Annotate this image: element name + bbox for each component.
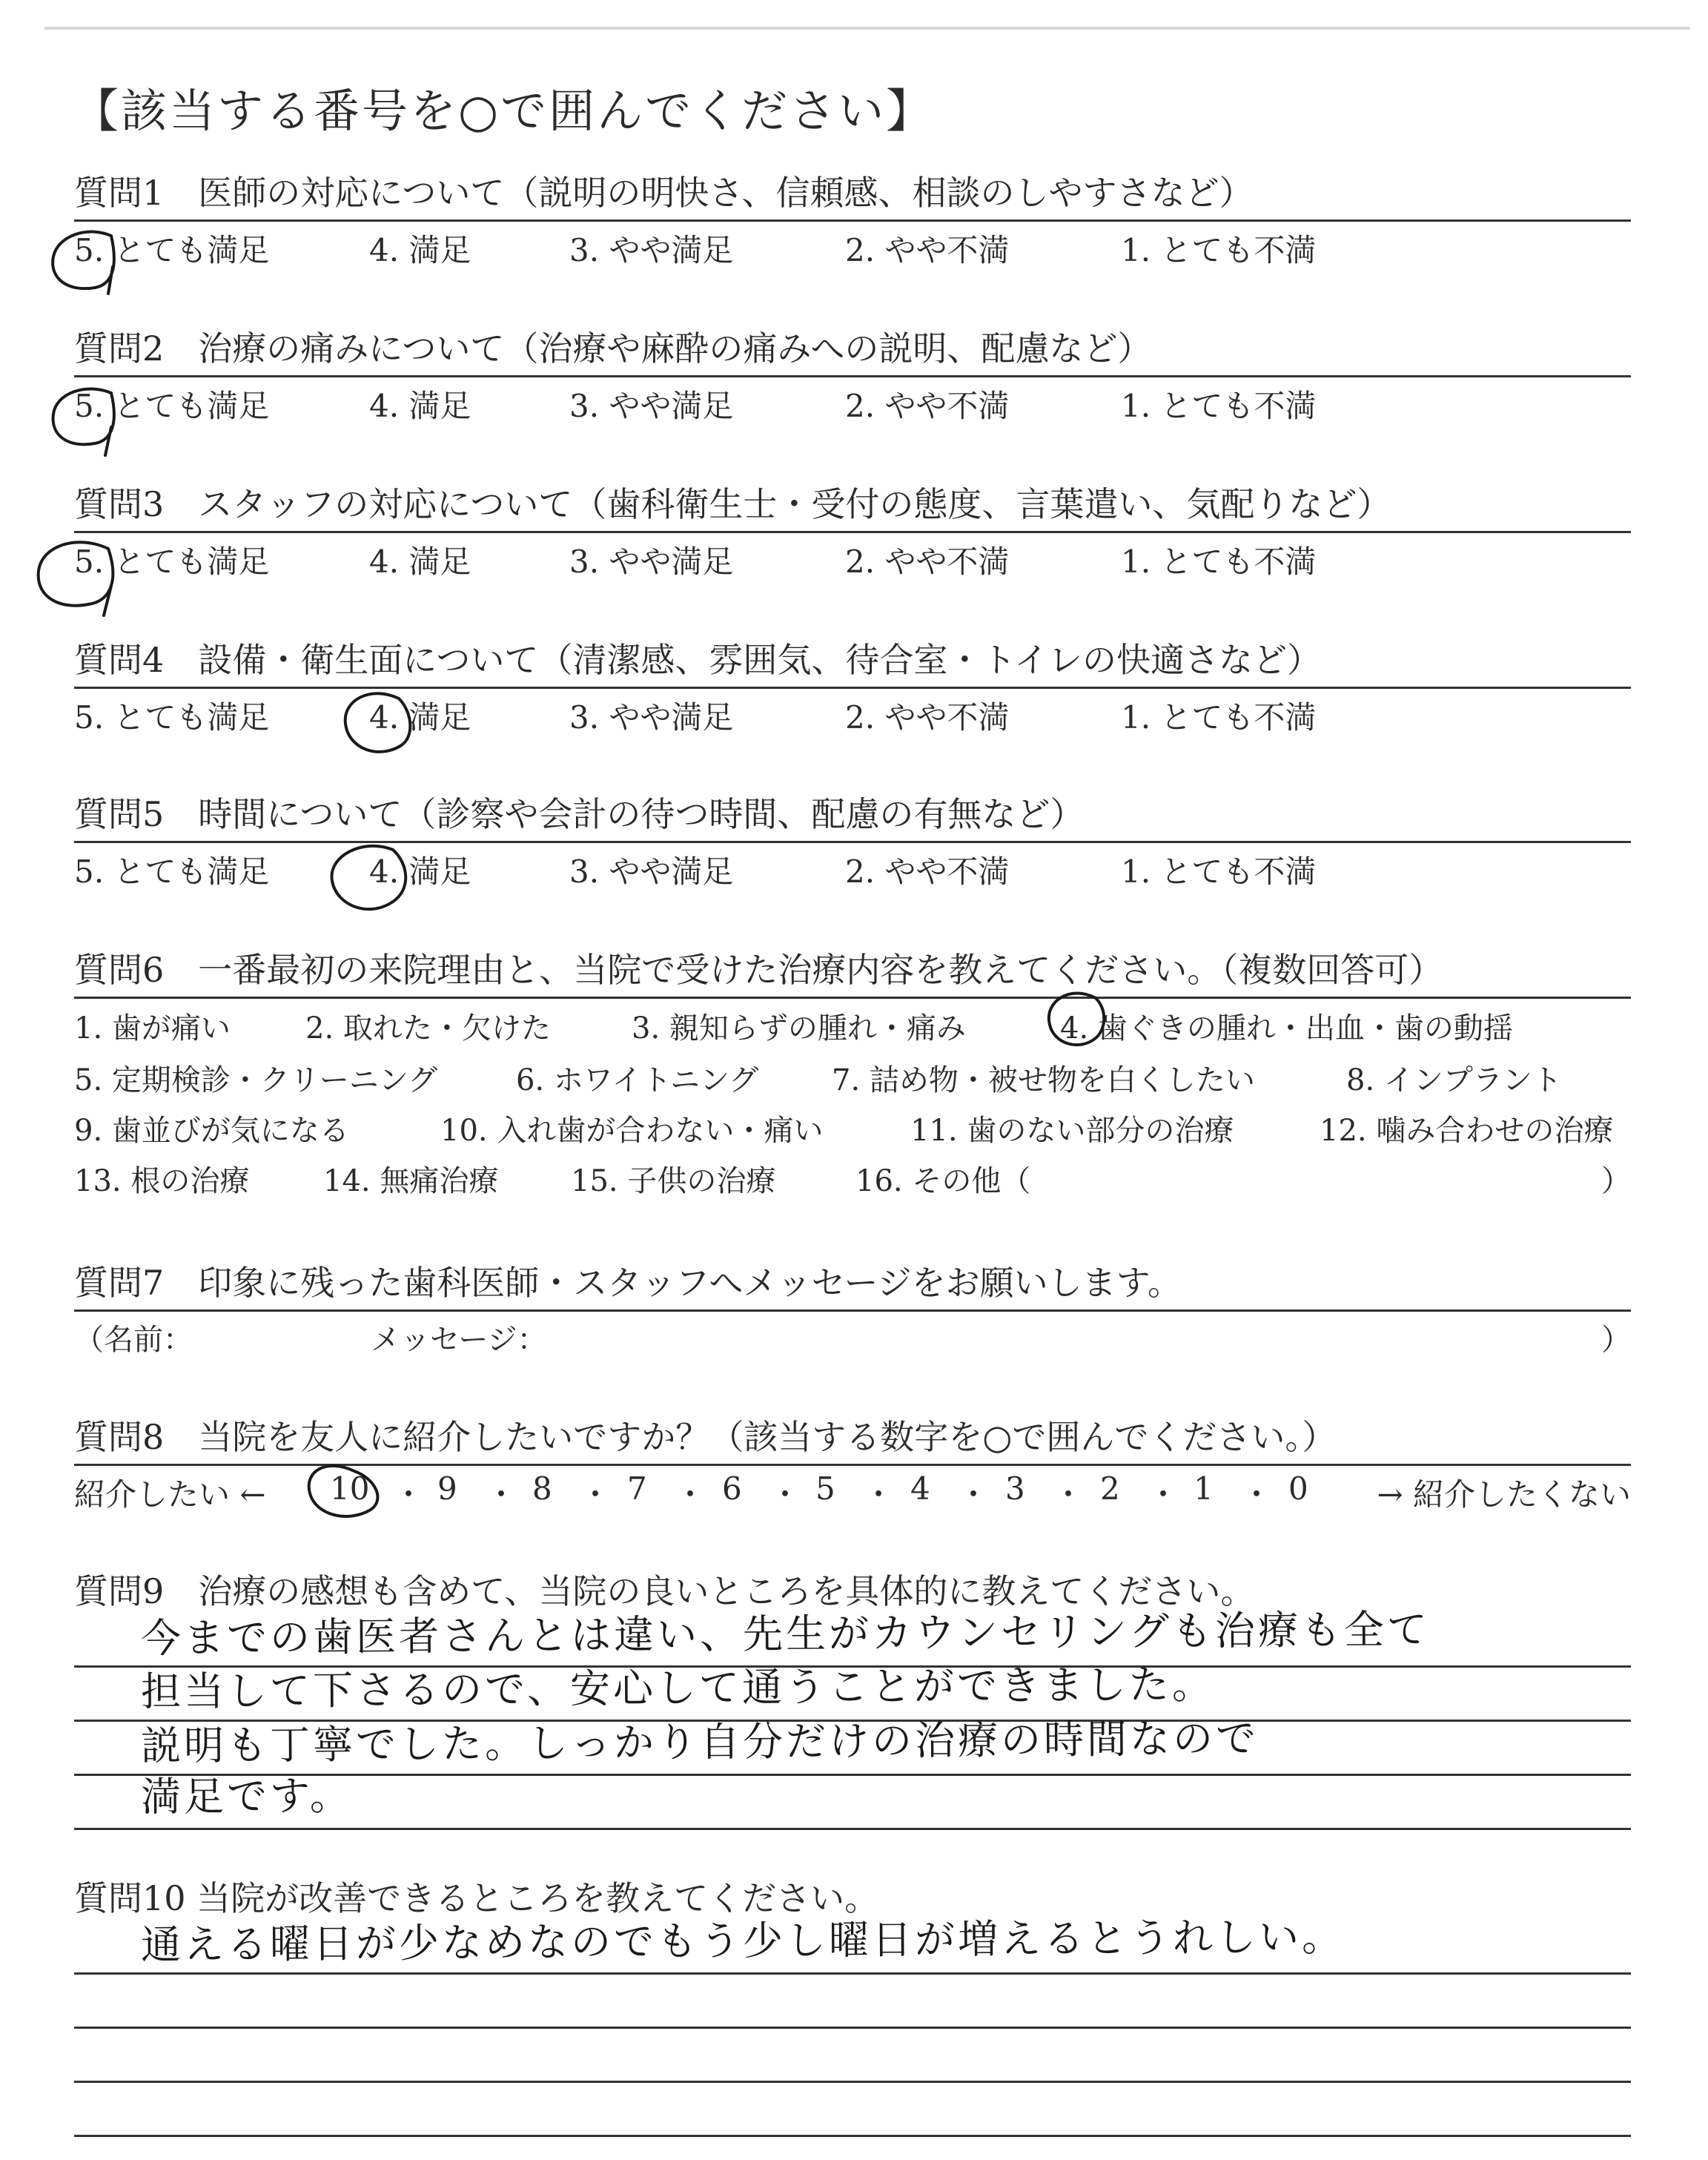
name-field-label: （名前：: [74, 1323, 193, 1357]
answer-line[interactable]: [74, 1975, 1631, 2029]
scale-6[interactable]: 6: [722, 1470, 742, 1507]
question-1: [74, 171, 1631, 269]
message-row: [74, 1312, 1631, 1359]
question-7-label: 質問7 印象に残った歯科医師・スタッフへメッセージをお願いします。: [74, 1263, 1182, 1303]
rating-option-1[interactable]: 1. とても不満: [1121, 388, 1317, 424]
scale-10[interactable]: 10: [330, 1470, 370, 1507]
reason-option-11[interactable]: 11. 歯のない部分の治療: [910, 1114, 1234, 1148]
question-10-label: 質問10 当院が改善できるところを教えてください。: [74, 1878, 879, 1918]
reason-option-15[interactable]: 15. 子供の治療: [571, 1164, 776, 1198]
scale-4[interactable]: 4: [910, 1470, 930, 1507]
answer-lines: [74, 1913, 1631, 2137]
recommend-right-label: → 紹介したくない: [1377, 1476, 1631, 1513]
rating-option-5[interactable]: 5. とても満足: [74, 853, 270, 890]
question-5: [74, 792, 1631, 891]
reason-option-8[interactable]: 8. インプラント: [1346, 1063, 1562, 1097]
scale-2[interactable]: 2: [1100, 1470, 1120, 1507]
rating-option-1[interactable]: 1. とても不満: [1121, 699, 1317, 736]
handwritten-answer: 今までの歯医者さんとは違い、先生がカウンセリングも治療も全て: [140, 1605, 1431, 1662]
scale-separator: ・: [958, 1476, 990, 1513]
message-field-label: メッセージ：: [371, 1323, 547, 1357]
scale-separator: ・: [1148, 1476, 1179, 1513]
scale-1[interactable]: 1: [1194, 1470, 1214, 1507]
reason-option-16[interactable]: 16. その他（: [855, 1164, 1031, 1198]
question-4-label: 質問4 設備・衛生面について（清潔感、雰囲気、待合室・トイレの快適さなど）: [74, 640, 1322, 680]
rating-option-5[interactable]: 5. とても満足: [74, 544, 270, 580]
page-title: 【該当する番号を○で囲んでください】: [73, 84, 935, 138]
rating-option-2[interactable]: 2. やや不満: [845, 544, 1010, 580]
scale-5[interactable]: 5: [815, 1470, 835, 1507]
handwritten-answer: 通える曜日が少なめなのでもう少し曜日が増えるとうれしい。: [140, 1913, 1345, 1969]
question-6: [74, 948, 1631, 1221]
rating-option-4[interactable]: 4. 満足: [369, 544, 471, 580]
rating-options: [74, 377, 1631, 425]
reason-option-12[interactable]: 12. 噛み合わせの治療: [1320, 1114, 1614, 1148]
reason-option-14[interactable]: 14. 無痛治療: [323, 1164, 499, 1198]
rating-option-4[interactable]: 4. 満足: [369, 388, 471, 424]
other-close-paren: ）: [1601, 1164, 1631, 1198]
reason-option-6[interactable]: 6. ホワイトニング: [516, 1063, 759, 1097]
reason-option-13[interactable]: 13. 根の治療: [74, 1164, 250, 1198]
rating-option-1[interactable]: 1. とても不満: [1121, 232, 1317, 268]
question-8-label: 質問8 当院を友人に紹介したいですか？（該当する数字を○で囲んでください。）: [74, 1417, 1337, 1457]
rating-option-4[interactable]: 4. 満足: [369, 699, 471, 736]
question-1-label: 質問1 医師の対応について（説明の明快さ、信頼感、相談のしやすさなど）: [74, 173, 1254, 213]
scale-0[interactable]: 0: [1288, 1470, 1308, 1507]
rating-option-3[interactable]: 3. やや満足: [569, 853, 734, 890]
question-2-label: 質問2 治療の痛みについて（治療や麻酔の痛みへの説明、配慮など）: [74, 328, 1152, 369]
reason-option-9[interactable]: 9. 歯並びが気になる: [74, 1114, 349, 1148]
reason-option-10[interactable]: 10. 入れ歯が合わない・痛い: [440, 1114, 824, 1148]
reason-option-7[interactable]: 7. 詰め物・被せ物を白くしたい: [832, 1063, 1255, 1097]
answer-line[interactable]: [74, 1772, 1631, 1830]
rating-option-5[interactable]: 5. とても満足: [74, 388, 270, 424]
scale-separator: ・: [863, 1476, 895, 1513]
rating-option-3[interactable]: 3. やや満足: [569, 232, 734, 268]
rating-option-2[interactable]: 2. やや不満: [845, 232, 1010, 268]
question-7: [74, 1261, 1631, 1359]
handwritten-answer: 満足です。: [140, 1772, 353, 1820]
scale-separator: ・: [486, 1476, 517, 1513]
scale-9[interactable]: 9: [437, 1470, 457, 1507]
rating-option-2[interactable]: 2. やや不満: [845, 388, 1010, 424]
question-10: [74, 1876, 1631, 2137]
scale-8[interactable]: 8: [532, 1470, 552, 1507]
message-close-paren: ）: [1601, 1323, 1631, 1357]
reason-option-2[interactable]: 2. 取れた・欠けた: [305, 1011, 551, 1046]
scale-separator: ・: [1241, 1476, 1273, 1513]
rating-option-5[interactable]: 5. とても満足: [74, 232, 270, 268]
scale-separator: ・: [769, 1476, 801, 1513]
rating-option-1[interactable]: 1. とても不満: [1121, 853, 1317, 890]
question-3: [74, 482, 1631, 581]
question-9-label: 質問9 治療の感想も含めて、当院の良いところを具体的に教えてください。: [74, 1571, 1255, 1611]
handwritten-answer: 担当して下さるので、安心して通うことができました。: [140, 1660, 1216, 1716]
answer-line[interactable]: [74, 1913, 1631, 1975]
recommend-left-label: 紹介したい ←: [74, 1476, 266, 1513]
scale-separator: ・: [393, 1476, 425, 1513]
question-5-label: 質問5 時間について（診察や会計の待つ時間、配慮の有無など）: [74, 794, 1085, 834]
question-9: [74, 1569, 1631, 1830]
rating-options: [74, 222, 1631, 269]
reason-option-4[interactable]: 4. 歯ぐきの腫れ・出血・歯の動揺: [1060, 1011, 1513, 1046]
rating-option-2[interactable]: 2. やや不満: [845, 699, 1010, 736]
scale-separator: ・: [1053, 1476, 1085, 1513]
question-3-label: 質問3 スタッフの対応について（歯科衛生士・受付の態度、言葉遣い、気配りなど）: [74, 484, 1391, 524]
reason-option-3[interactable]: 3. 親知らずの腫れ・痛み: [632, 1011, 966, 1046]
recommend-scale: [74, 1466, 1631, 1518]
answer-line[interactable]: [74, 2029, 1631, 2083]
rating-option-3[interactable]: 3. やや満足: [569, 544, 734, 580]
answer-lines: [74, 1605, 1631, 1830]
top-border: [44, 27, 1690, 30]
scale-separator: ・: [675, 1476, 706, 1513]
question-4: [74, 638, 1631, 736]
rating-option-4[interactable]: 4. 満足: [369, 853, 471, 890]
rating-option-5[interactable]: 5. とても満足: [74, 699, 270, 736]
reason-option-1[interactable]: 1. 歯が痛い: [74, 1011, 231, 1046]
rating-option-4[interactable]: 4. 満足: [369, 232, 471, 268]
rating-options: [74, 689, 1631, 736]
scale-7[interactable]: 7: [627, 1470, 647, 1507]
question-6-label: 質問6 一番最初の来院理由と、当院で受けた治療内容を教えてください。（複数回答可）: [74, 950, 1443, 990]
scale-3[interactable]: 3: [1005, 1470, 1025, 1507]
question-8: [74, 1415, 1631, 1518]
rating-option-3[interactable]: 3. やや満足: [569, 388, 734, 424]
rating-option-3[interactable]: 3. やや満足: [569, 699, 734, 736]
rating-options: [74, 533, 1631, 581]
answer-line[interactable]: [74, 2083, 1631, 2137]
handwritten-answer: 説明も丁寧でした。しっかり自分だけの治療の時間なので: [140, 1714, 1260, 1770]
question-2: [74, 326, 1631, 425]
rating-option-2[interactable]: 2. やや不満: [845, 853, 1010, 890]
rating-option-1[interactable]: 1. とても不満: [1121, 544, 1317, 580]
rating-options: [74, 843, 1631, 891]
scale-separator: ・: [580, 1476, 612, 1513]
reason-option-5[interactable]: 5. 定期検診・クリーニング: [74, 1063, 438, 1097]
visit-reason-options: [74, 999, 1631, 1221]
